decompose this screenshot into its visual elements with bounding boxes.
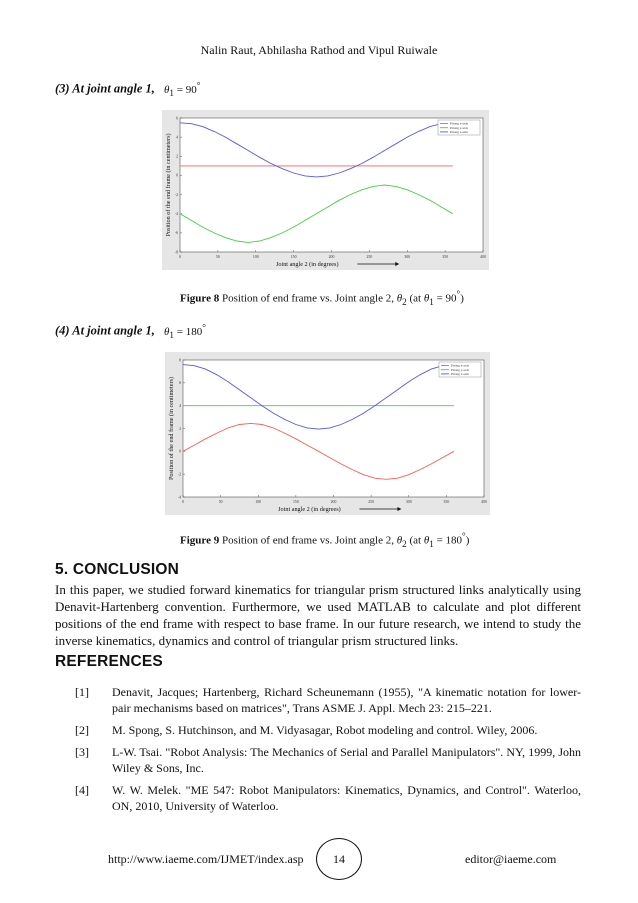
x-axis-arrowhead xyxy=(397,507,401,511)
figure-8-svg xyxy=(162,110,489,270)
y-tick-label: 2 xyxy=(179,426,181,431)
y-tick-label: -2 xyxy=(174,192,178,197)
y-tick-label: 6 xyxy=(179,381,181,386)
page-number: 14 xyxy=(316,838,362,880)
y-tick-label: -2 xyxy=(177,472,181,477)
y-tick-label: -4 xyxy=(174,212,178,217)
x-axis-label: Joint angle 2 (in degrees) xyxy=(278,506,341,513)
figure-9-svg xyxy=(165,352,490,515)
x-axis-label: Joint angle 2 (in degrees) xyxy=(275,261,339,268)
legend-label: Pitong y-axis xyxy=(450,125,468,130)
reference-item xyxy=(75,782,581,814)
reference-number: [2] xyxy=(75,723,89,737)
conclusion-body: In this paper, we studied forward kinematics for triangular prism structured links analytically using Denavit-Hartenberg convention. Furthermore, we used MATLAB to calculate and plot different positions of the end frame with respect to base frame. In our future research, we intend to study the inverse kinematics, dynamics and control of triangular prism structured links. xyxy=(55,582,581,648)
y-tick-label: -8 xyxy=(174,250,178,255)
x-tick-label: 400 xyxy=(480,255,486,259)
legend-label: Pitong z-axis xyxy=(451,372,469,377)
reference-item xyxy=(75,744,581,776)
heading-label: (4) At joint angle 1, xyxy=(55,323,155,338)
x-tick-label: 150 xyxy=(293,500,299,504)
reference-number: [1] xyxy=(75,685,89,699)
x-tick-label: 100 xyxy=(252,255,259,259)
x-tick-label: 150 xyxy=(290,255,297,259)
reference-text: M. Spong, S. Hutchinson, and M. Vidyasagar, Robot modeling and control. Wiley, 2006. xyxy=(112,723,538,737)
y-axis-label: Position of the end frame (in centimeters) xyxy=(168,376,175,481)
reference-item xyxy=(75,684,581,716)
running-header: Nalin Raut, Abhilasha Rathod and Vipul Ruiwale xyxy=(200,43,438,57)
y-axis-label: Position of the end frame (in centimeters) xyxy=(165,133,172,237)
y-tick-label: 4 xyxy=(179,403,181,408)
y-tick-label: 8 xyxy=(179,358,181,363)
y-tick-label: 0 xyxy=(176,173,178,178)
legend-label: Pitong y-axis xyxy=(451,367,469,372)
x-tick-label: 200 xyxy=(328,255,335,259)
heading-equation: $\theta_1 = 180^\circ$ xyxy=(164,322,206,340)
footer-url-link[interactable]: http://www.iaeme.com/IJMET/index.asp xyxy=(108,852,304,866)
x-tick-label: 0 xyxy=(182,500,184,504)
plot-area xyxy=(180,118,483,252)
x-tick-label: 300 xyxy=(404,255,411,259)
heading-equation: $\theta_1 = 90^\circ$ xyxy=(164,80,201,98)
figure-8-chart xyxy=(162,110,489,270)
reference-item xyxy=(75,722,581,738)
figure-9-chart xyxy=(165,352,490,515)
reference-number: [3] xyxy=(75,745,89,759)
y-tick-label: -4 xyxy=(177,495,181,500)
x-tick-label: 400 xyxy=(481,500,487,504)
y-tick-label: 2 xyxy=(176,154,178,159)
x-tick-label: 100 xyxy=(255,500,262,504)
legend-label: Pitong z-axis xyxy=(450,130,468,135)
figure-8-caption: Figure 8 Position of end frame vs. Joint angle 2, $\theta_2$ (at $\theta_1 = 90^\circ$) xyxy=(180,289,464,307)
y-tick-label: 6 xyxy=(176,116,178,121)
legend-label: Pitong x-axis xyxy=(451,363,469,368)
y-tick-label: -6 xyxy=(174,231,178,236)
x-tick-label: 250 xyxy=(366,255,373,259)
legend-label: Pitong x-axis xyxy=(450,121,468,126)
x-tick-label: 250 xyxy=(368,500,374,504)
x-tick-label: 0 xyxy=(179,255,181,259)
reference-number: [4] xyxy=(75,783,89,797)
figure-9-caption: Figure 9 Position of end frame vs. Joint angle 2, $\theta_2$ (at $\theta_1 = 180^\circ$) xyxy=(180,531,470,549)
x-tick-label: 300 xyxy=(405,500,412,504)
x-tick-label: 50 xyxy=(218,500,223,504)
footer-email-link[interactable]: editor@iaeme.com xyxy=(465,852,557,866)
x-tick-label: 350 xyxy=(443,500,450,504)
heading-label: (3) At joint angle 1, xyxy=(55,81,155,96)
x-tick-label: 350 xyxy=(442,255,448,259)
x-tick-label: 200 xyxy=(330,500,337,504)
y-tick-label: 4 xyxy=(176,135,178,140)
x-tick-label: 50 xyxy=(215,255,220,259)
reference-text: L-W. Tsai. "Robot Analysis: The Mechanics of Serial and Parallel Manipulators". NY, 1999, John Wiley & Sons, Inc. xyxy=(112,745,581,775)
x-axis-arrowhead xyxy=(395,262,399,266)
reference-text: Denavit, Jacques; Hartenberg, Richard Scheunemann (1955), "A kinematic notation for lower-pair mechanisms based on matrices", Trans ASME J. Appl. Mech 23: 215–221. xyxy=(112,685,581,715)
references-title: REFERENCES xyxy=(55,653,163,670)
joint-angle-heading-4 xyxy=(55,322,206,340)
y-tick-label: 0 xyxy=(179,449,181,454)
reference-text: W. W. Melek. "ME 547: Robot Manipulators: Kinematics, Dynamics, and Control". Waterloo, ON, 2010, University of Waterloo. xyxy=(112,783,581,813)
conclusion-title: 5. CONCLUSION xyxy=(55,561,180,578)
joint-angle-heading-3 xyxy=(55,80,200,98)
plot-area xyxy=(183,360,484,497)
